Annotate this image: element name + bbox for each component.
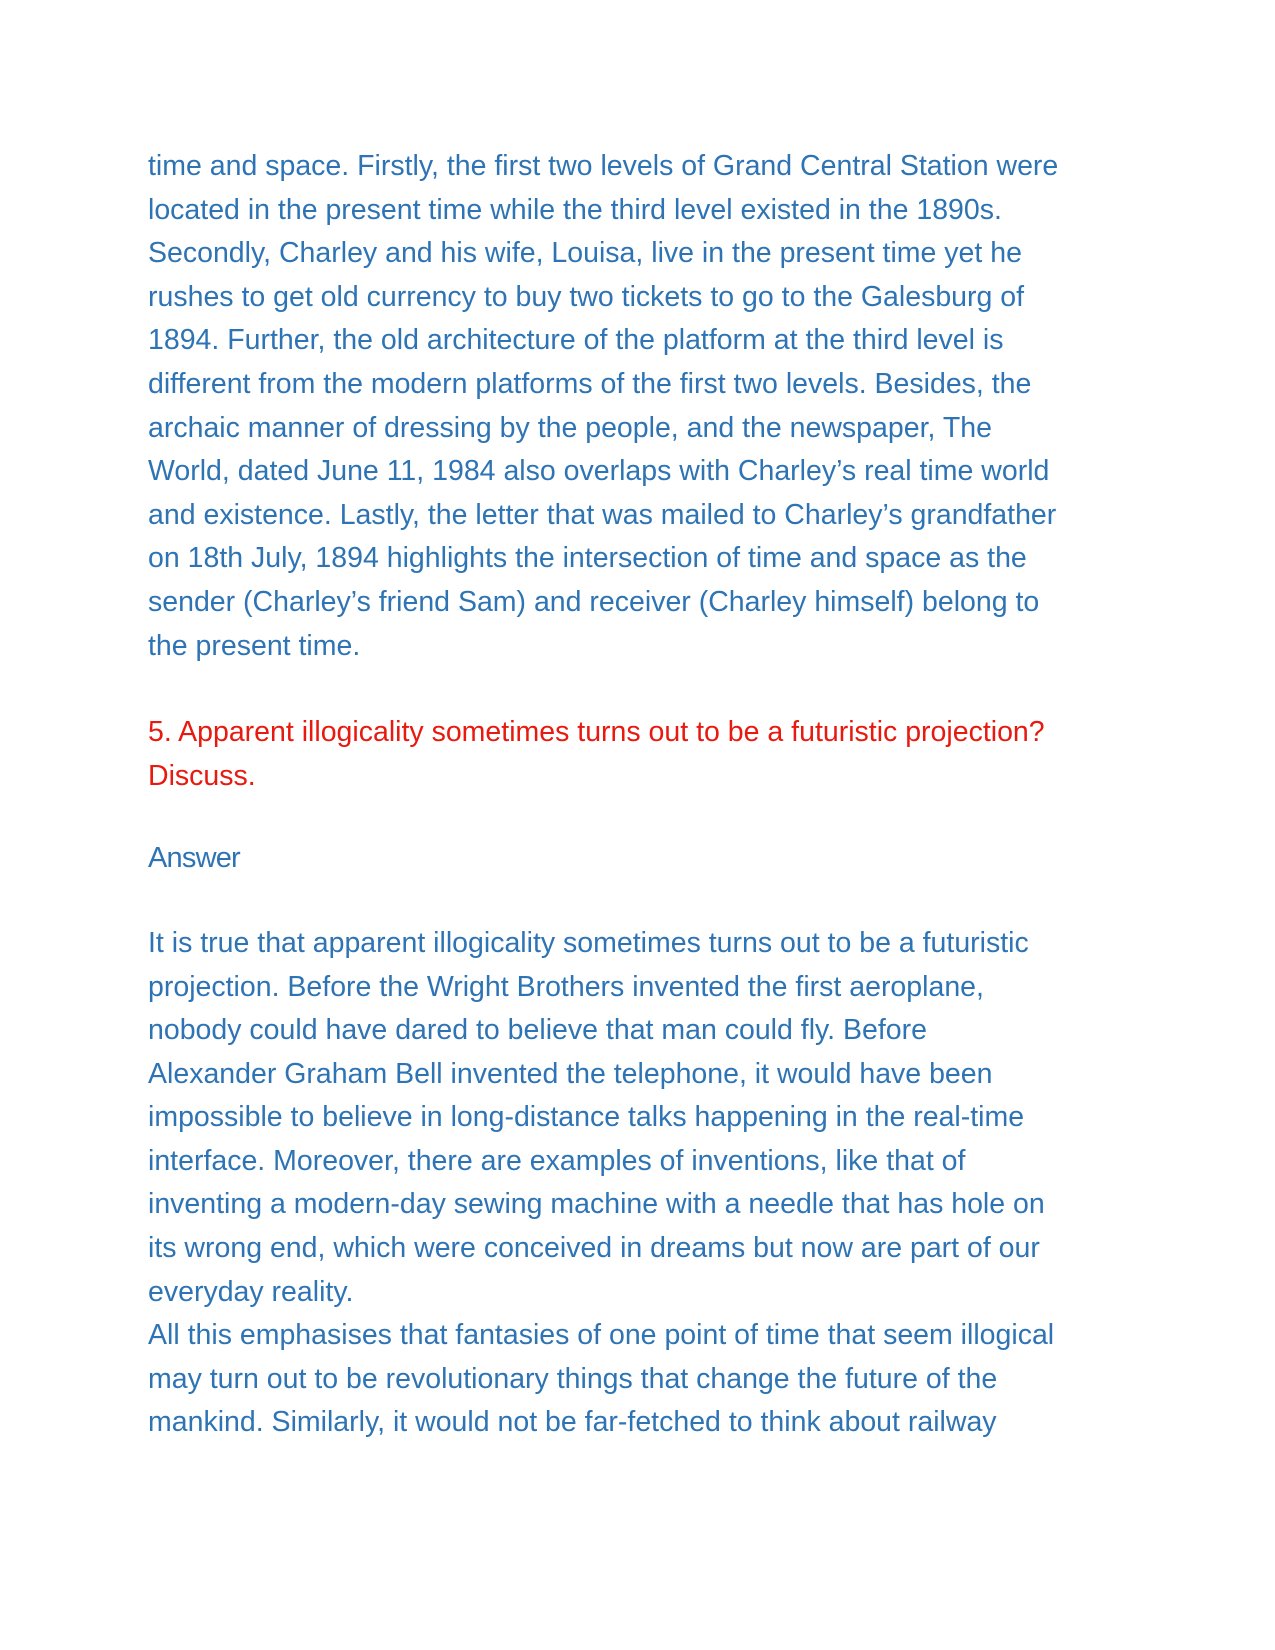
paragraph-line: Secondly, Charley and his wife, Louisa, live in the present time yet he (148, 237, 1022, 270)
paragraph-line: impossible to believe in long-distance talks happening in the real-time (148, 1101, 1025, 1134)
paragraph-line: sender (Charley’s friend Sam) and receiver (Charley himself) belong to (148, 585, 1040, 618)
paragraph-line: the present time. (148, 629, 361, 662)
paragraph-line: interface. Moreover, there are examples of inventions, like that of (148, 1144, 966, 1177)
question-5 (148, 711, 1128, 798)
paragraph-line: its wrong end, which were conceived in dreams but now are part of our (148, 1232, 1040, 1265)
paragraph-line: may turn out to be revolutionary things that change the future of the (148, 1362, 998, 1395)
answer-paragraph (148, 922, 1128, 1445)
paragraph-line: time and space. Firstly, the first two levels of Grand Central Station were (148, 150, 1059, 182)
paragraph-line: All this emphasises that fantasies of one point of time that seem illogical (148, 1319, 1055, 1352)
paragraph-line: different from the modern platforms of the first two levels. Besides, the (148, 367, 1032, 400)
paragraph-line: everyday reality. (148, 1275, 354, 1308)
paragraph-line: It is true that apparent illogicality sometimes turns out to be a futuristic (148, 926, 1029, 959)
paragraph-line: nobody could have dared to believe that man could fly. Before (148, 1014, 927, 1047)
paragraph-line: on 18th July, 1894 highlights the intersection of time and space as the (148, 542, 1027, 575)
paragraph-line: and existence. Lastly, the letter that was mailed to Charley’s grandfather (148, 498, 1057, 531)
document-body (148, 145, 1128, 1445)
answer-heading: Answer (148, 842, 240, 875)
paragraph-line: rushes to get old currency to buy two tickets to go to the Galesburg of (148, 280, 1025, 313)
paragraph-line: projection. Before the Wright Brothers invented the first aeroplane, (148, 970, 984, 1003)
paragraph-line: inventing a modern-day sewing machine with a needle that has hole on (148, 1188, 1045, 1221)
paragraph-line: World, dated June 11, 1984 also overlaps with Charley’s real time world (148, 455, 1050, 488)
paragraph-line: archaic manner of dressing by the people, and the newspaper, The (148, 411, 992, 444)
paragraph-line: located in the present time while the third level existed in the 1890s. (148, 193, 1002, 226)
question-line: Discuss. (148, 759, 256, 792)
continuation-paragraph (148, 145, 1128, 668)
paragraph-line: mankind. Similarly, it would not be far-fetched to think about railway (148, 1406, 997, 1439)
paragraph-line: 1894. Further, the old architecture of the platform at the third level is (148, 324, 1004, 357)
question-line: 5. Apparent illogicality sometimes turns out to be a futuristic projection? (148, 716, 1045, 749)
paragraph-line: Alexander Graham Bell invented the telephone, it would have been (148, 1057, 993, 1090)
